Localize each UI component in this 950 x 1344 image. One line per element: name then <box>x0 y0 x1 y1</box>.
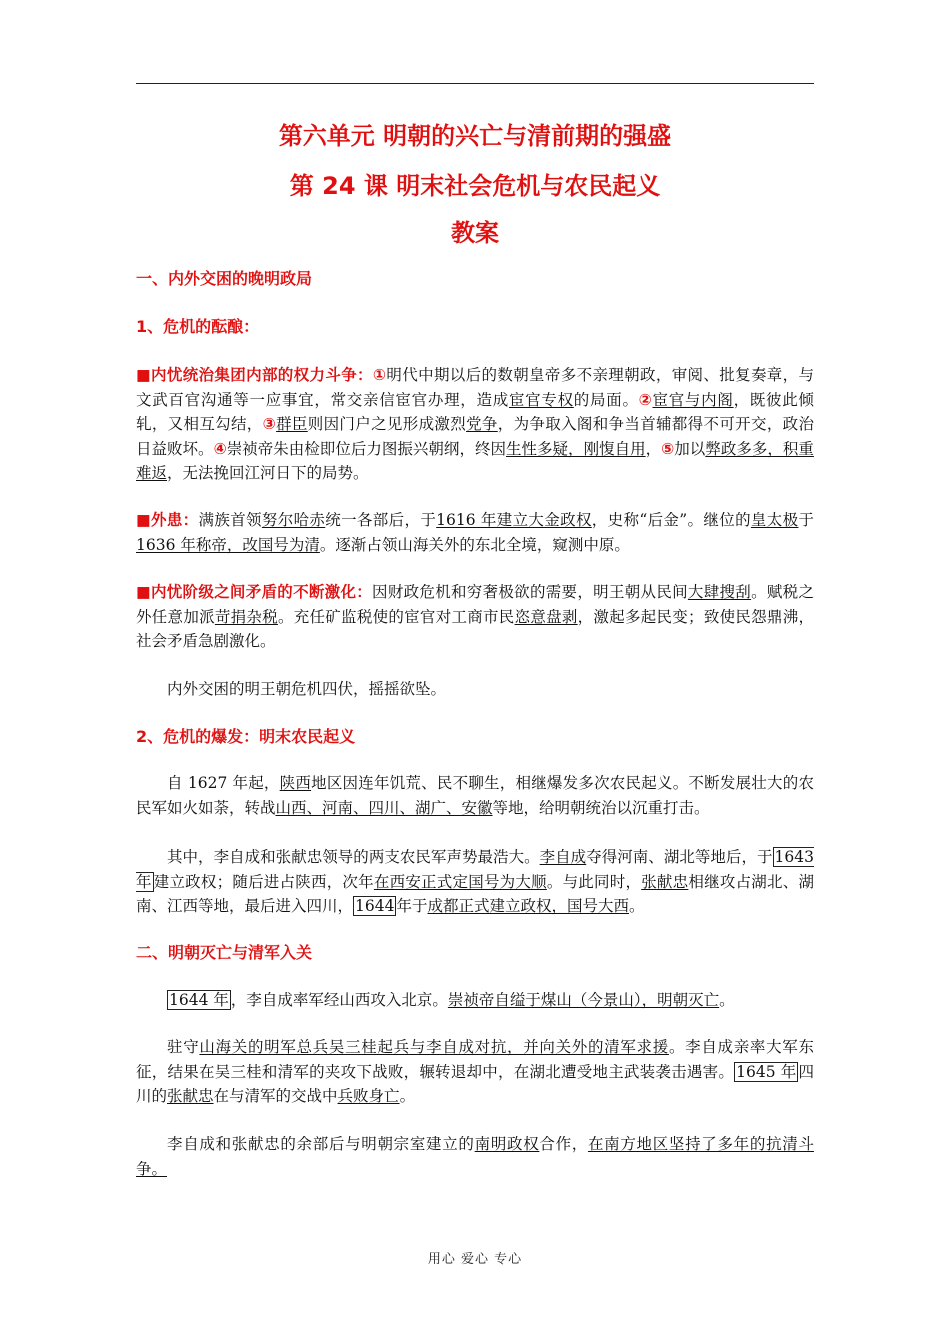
boxed-year: 1644 年 <box>169 991 229 1009</box>
paragraph-class-conflict <box>136 580 814 654</box>
subsection-heading-1-2: 2、危机的爆发：明末农民起义 <box>136 727 356 746</box>
text: 四川的 <box>136 1062 814 1105</box>
text: 崇祯帝朱由检即位后力图振兴朝纲，终因 <box>226 439 506 458</box>
underlined-text: 生性多疑，刚愎自用 <box>506 439 646 458</box>
item-number: ① <box>372 366 387 384</box>
item-number: ③ <box>262 415 277 433</box>
underlined-text: 在南方地区坚持了多年的抗清斗争。 <box>136 1135 814 1178</box>
underlined-text: 党争 <box>466 415 498 433</box>
subsection-heading-1-1: 1、危机的酝酿： <box>136 317 260 336</box>
underlined-text: 陕西 <box>279 774 312 792</box>
underlined-text: 在西安正式定国号为大顺 <box>373 872 547 891</box>
text: 。 <box>399 1087 416 1105</box>
text: 自 1627 年起， <box>167 774 280 792</box>
text: 统一各部后，于 <box>325 511 437 529</box>
underlined-text: 弊政多多，积重难返 <box>136 439 814 482</box>
paragraph-external-threat <box>136 508 814 557</box>
text: 的局面。 <box>573 390 639 409</box>
paragraph-southern-ming <box>136 1132 814 1181</box>
underlined-text: 成都正式建立政权，国号大西 <box>427 897 629 915</box>
para-lead: ■内忧阶级之间矛盾的不断激化： <box>136 583 373 601</box>
boxed-year: 1643 年 <box>136 848 814 891</box>
boxed-year: 1644 <box>355 897 395 915</box>
underlined-text: 1636 年称帝，改国号为清 <box>136 535 320 554</box>
underlined-text: 南明政权 <box>474 1135 540 1153</box>
underlined-text: 山西、河南、四川、湖广、安徽 <box>275 798 493 817</box>
underlined-text: 大肆搜刮 <box>687 583 752 601</box>
paragraph-ming-fall <box>136 988 814 1013</box>
underlined-text: 群臣 <box>276 415 308 433</box>
para-lead: ■外患： <box>136 511 199 529</box>
text: ，既彼此倾轧，又相互勾结， <box>136 390 814 433</box>
text: 等地，给明朝统治以沉重打击。 <box>492 798 710 817</box>
underlined-text: 1616 年建立大金政权 <box>436 511 592 529</box>
text: ， <box>645 439 662 458</box>
para-lead: ■内忧统治集团内部的权力斗争： <box>136 366 373 384</box>
underlined-text: 兵败身亡 <box>337 1087 400 1105</box>
underlined-text: 张献忠 <box>167 1087 214 1105</box>
text: 。充任矿监税使的宦官对工商市民 <box>277 607 515 626</box>
text: 。 <box>629 897 645 915</box>
text: 。逐渐占领山海关外的东北全境，窥测中原。 <box>319 535 630 554</box>
underlined-text: 宦官专权 <box>508 390 574 409</box>
text: 年于 <box>396 897 428 915</box>
text: 李自成和张献忠的余部后与明朝宗室建立的 <box>167 1135 475 1153</box>
text: 。李自成亲率大军东征，结果在吴三桂和清军的夹攻下战败，辗转退却中，在湖北遭受地主武装袭击遇害。 <box>136 1038 814 1081</box>
lesson-title: 第 24 课 明末社会危机与农民起义 <box>289 172 661 200</box>
text: 。 <box>719 991 735 1009</box>
section-heading-2: 二、明朝灭亡与清军入关 <box>136 943 313 962</box>
unit-title: 第六单元 明朝的兴亡与清前期的强盛 <box>278 122 672 150</box>
paragraph-li-zhang <box>136 845 814 919</box>
text: 在与清军的交战中 <box>213 1087 338 1105</box>
section-heading-1: 一、内外交困的晚明政局 <box>136 269 313 288</box>
text: 驻守 <box>167 1038 200 1056</box>
page-footer: 用心 爱心 专心 <box>427 1252 523 1267</box>
text: ，激起多起民变；致使民怨鼎沸，社会矛盾急剧激化。 <box>136 607 814 650</box>
header-rule <box>136 83 814 84</box>
text: 则因门户之见形成激烈 <box>307 415 467 433</box>
text: 因财政危机和穷奢极欲的需要，明王朝从民间 <box>372 583 688 601</box>
text: 夺得河南、湖北等地后，于 <box>586 848 773 866</box>
underlined-text: 恣意盘剥 <box>514 607 578 626</box>
underlined-text: 苛捐杂税 <box>214 607 278 626</box>
paragraph-qing-entry <box>136 1035 814 1109</box>
underlined-text: 宦官与内阁 <box>652 390 734 409</box>
paragraph-internal-struggle <box>136 363 814 486</box>
text: 建立政权；随后进占陕西，次年 <box>153 872 374 891</box>
text: 。赋税之外任意加派 <box>136 583 814 626</box>
underlined-text: 山海关的明军总兵吴三桂起兵与李自成对抗，并向关外的清军求援 <box>199 1038 669 1056</box>
item-number: ④ <box>213 439 227 458</box>
underlined-text: 崇祯帝自缢于煤山（今景山），明朝灭亡 <box>447 991 720 1009</box>
text: 加以 <box>674 439 706 458</box>
text: 地区因连年饥荒、民不聊生，相继爆发多次农民起义。不断发展壮大的农民军如火如荼，转战 <box>136 774 814 817</box>
text: 于 <box>798 511 814 529</box>
text: 明代中期以后的数朝皇帝多不亲理朝政，审阅、批复奏章，与文武百官沟通等一应事宜，常交亲信宦官办理，造成 <box>136 366 814 409</box>
text: 。与此同时， <box>546 872 642 891</box>
underlined-text: 张献忠 <box>641 872 689 891</box>
boxed-year: 1645 年 <box>736 1062 797 1081</box>
item-number: ② <box>638 390 653 409</box>
underlined-text: 皇太极 <box>750 511 799 529</box>
text: 相继攻占湖北、湖南、江西等地，最后进入四川， <box>136 872 814 915</box>
paragraph-uprisings <box>136 771 814 820</box>
text: ，李自成率军经山西攻入北京。 <box>230 991 448 1009</box>
underlined-text: 努尔哈赤 <box>261 511 326 529</box>
text: ，史称“后金”。继位的 <box>591 511 751 529</box>
text: ，为争取入阁和争当首辅都得不可开交，政治日益败坏。 <box>136 415 814 458</box>
text: 其中，李自成和张献忠领导的两支农民军声势最浩大。 <box>167 848 540 866</box>
underlined-text: 李自成 <box>539 848 587 866</box>
paragraph-summary: 内外交困的明王朝危机四伏，摇摇欲坠。 <box>167 680 447 698</box>
item-number: ⑤ <box>661 439 675 458</box>
text: ，无法挽回江河日下的局势。 <box>167 464 369 482</box>
text: 满族首领 <box>198 511 262 529</box>
text: 合作， <box>539 1135 588 1153</box>
doc-type-title: 教案 <box>451 219 499 247</box>
